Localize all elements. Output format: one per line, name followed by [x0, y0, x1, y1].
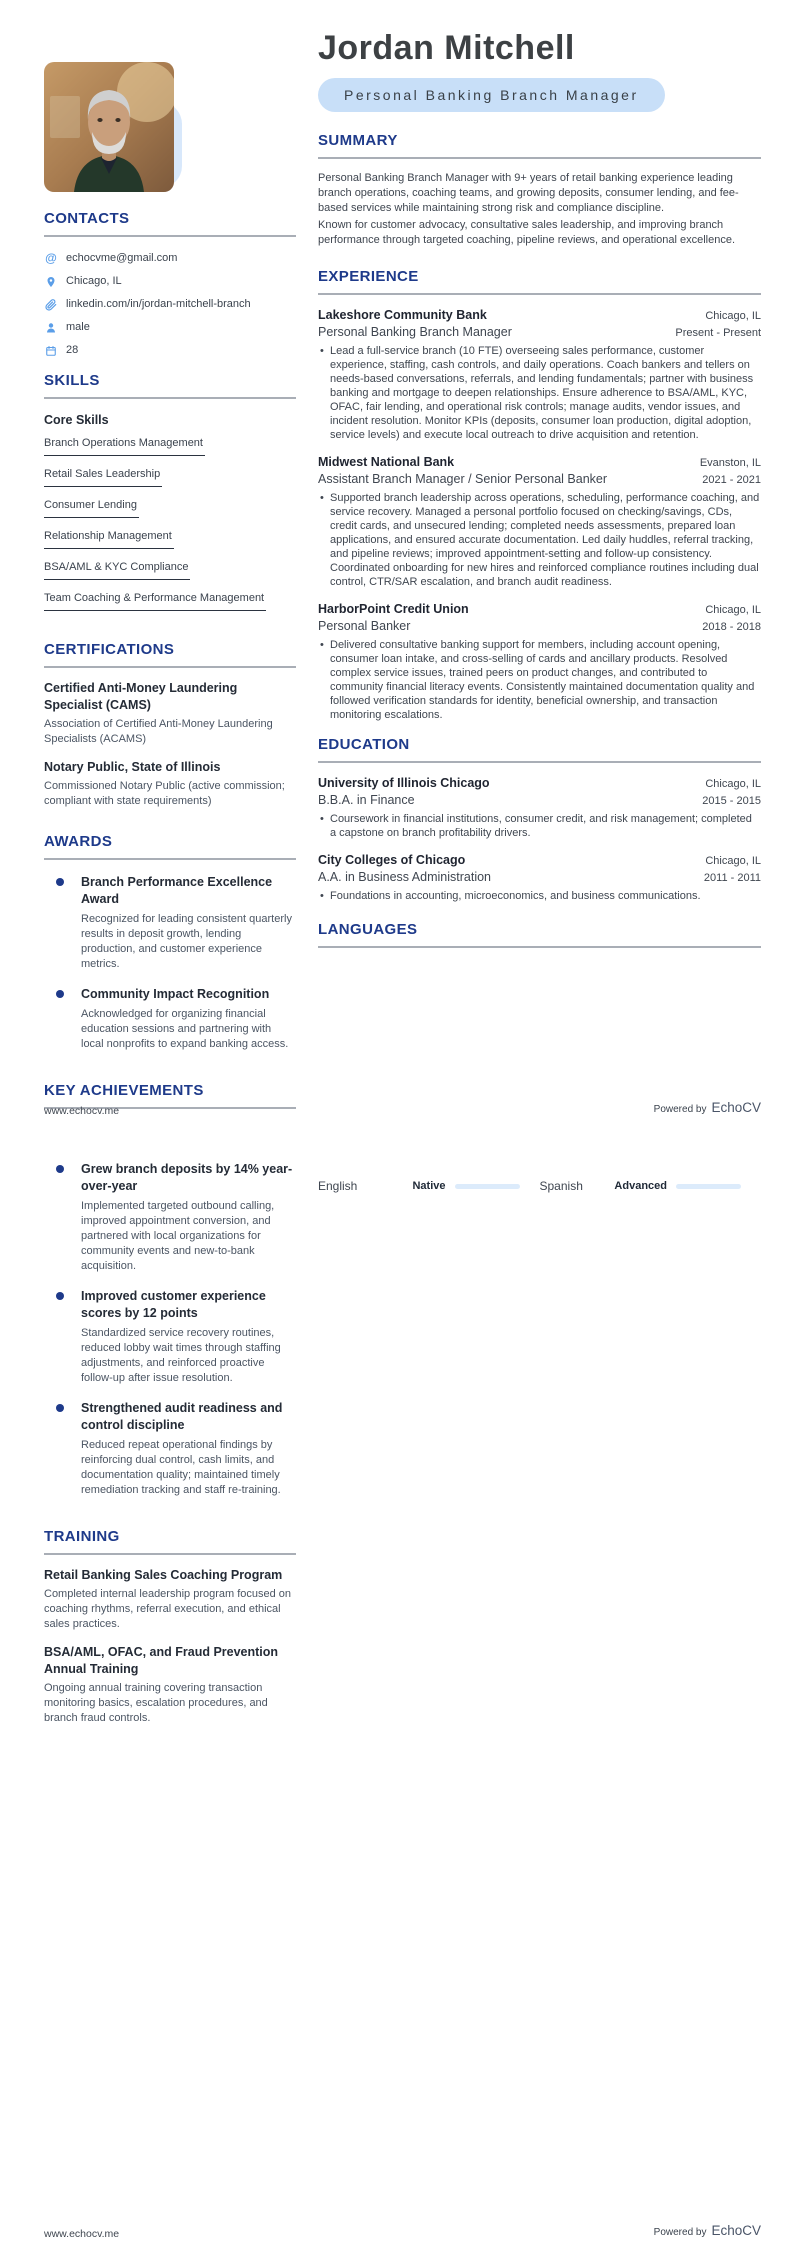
- contacts-heading: CONTACTS: [44, 210, 130, 227]
- certification-item: [44, 759, 296, 809]
- main-column: [318, 0, 761, 1109]
- footer-powered-label: Powered by: [653, 1104, 707, 1115]
- education-bullet: • Coursework in financial institutions, consumer credit, and risk management; completed a capstone on branch profitability drivers.: [318, 812, 761, 840]
- contact-location-text: Chicago, IL: [66, 275, 122, 287]
- bullet-dot-icon: [56, 878, 64, 886]
- education-school: City Colleges of Chicago: [318, 853, 466, 867]
- section-divider: [44, 858, 296, 860]
- skills-section: [44, 372, 296, 623]
- skills-group-label: Core Skills: [44, 413, 109, 427]
- calendar-icon: [44, 344, 58, 358]
- key-achievements-list: [44, 1161, 296, 1498]
- language-name: English: [318, 1179, 358, 1193]
- training-item: [44, 1644, 296, 1726]
- achievement-item: [44, 1400, 296, 1498]
- achievement-title: Improved customer experience scores by 12 points: [81, 1289, 266, 1320]
- job-title-badge: Personal Banking Branch Manager: [318, 78, 665, 112]
- languages-heading: LANGUAGES: [318, 921, 418, 938]
- education-degree: A.A. in Business Administration: [318, 870, 491, 884]
- certifications-section: [44, 641, 296, 809]
- bullet-dot-icon: [56, 1404, 64, 1412]
- training-section: [44, 1528, 296, 1726]
- contact-gender-text: male: [66, 321, 90, 333]
- footer-site-link[interactable]: www.echocv.me: [44, 2228, 120, 2240]
- experience-location: Evanston, IL: [699, 457, 761, 469]
- contacts-section: [44, 210, 296, 358]
- skill-list: [44, 437, 296, 623]
- experience-entry: [318, 307, 761, 442]
- experience-role: Personal Banking Branch Manager: [318, 325, 512, 339]
- certification-item: [44, 680, 296, 747]
- bullet-dot-icon: [56, 990, 64, 998]
- experience-bullets: [318, 491, 761, 589]
- languages-section-heading: [318, 921, 761, 948]
- section-divider: [44, 235, 296, 237]
- footer-brand-link[interactable]: EchoCV: [711, 2223, 761, 2238]
- experience-section: [318, 268, 761, 722]
- summary-paragraph: Personal Banking Branch Manager with 9+ years of retail banking experience leading branch operations, coaching teams, and growing deposits, consumer lending, and fee-based services while maintaining strong risk and compliance discipline.: [318, 172, 739, 214]
- experience-company: Midwest National Bank: [318, 455, 455, 469]
- contact-age: [44, 343, 296, 358]
- section-divider: [318, 293, 761, 295]
- bullet-dot-icon: [56, 1165, 64, 1173]
- key-achievements-heading: KEY ACHIEVEMENTS: [44, 1082, 204, 1099]
- skill-item: BSA/AML & KYC Compliance: [44, 561, 190, 580]
- skills-heading: SKILLS: [44, 372, 100, 389]
- section-divider: [318, 946, 761, 948]
- award-item: [44, 986, 296, 1052]
- skill-item: Consumer Lending: [44, 499, 139, 518]
- awards-heading: AWARDS: [44, 833, 113, 850]
- contact-email[interactable]: [44, 251, 296, 266]
- experience-company: HarborPoint Credit Union: [318, 602, 469, 616]
- language-level: Native: [412, 1180, 446, 1192]
- main-column: [318, 1123, 761, 1726]
- footer-brand-link[interactable]: EchoCV: [711, 1100, 761, 1115]
- education-entry: [318, 852, 761, 903]
- achievement-description: Implemented targeted outbound calling, improved appointment conversion, and partnered with local organizations for community events and new-to-bank acquisition.: [81, 1200, 275, 1272]
- experience-location: Chicago, IL: [705, 604, 761, 616]
- education-section: [318, 736, 761, 903]
- section-divider: [44, 1553, 296, 1555]
- skill-item: Team Coaching & Performance Management: [44, 592, 266, 611]
- contact-age-text: 28: [66, 344, 79, 356]
- summary-paragraph: Known for customer advocacy, consultative sales leadership, and improving branch performance through targeted coaching, pipeline reviews, and operational excellence.: [318, 219, 736, 246]
- section-divider: [44, 397, 296, 399]
- training-heading: TRAINING: [44, 1528, 120, 1545]
- resume-page-2: [0, 1123, 794, 2246]
- contact-linkedin[interactable]: [44, 297, 296, 312]
- achievement-item: [44, 1161, 296, 1274]
- sidebar: [44, 0, 296, 1109]
- education-dates: 2011 - 2011: [703, 872, 761, 884]
- skill-item: Branch Operations Management: [44, 437, 205, 456]
- section-divider: [318, 761, 761, 763]
- contact-linkedin-text: linkedin.com/in/jordan-mitchell-branch: [66, 298, 251, 310]
- experience-role: Personal Banker: [318, 619, 411, 633]
- contact-location: [44, 274, 296, 289]
- email-icon: @: [45, 251, 57, 265]
- certification-title: Certified Anti-Money Laundering Specialist (CAMS): [44, 681, 238, 712]
- experience-location: Chicago, IL: [705, 310, 761, 322]
- language-item: [540, 1179, 742, 1193]
- achievement-title: Grew branch deposits by 14% year-over-year: [81, 1162, 293, 1193]
- award-title: Community Impact Recognition: [81, 987, 270, 1001]
- education-degree: B.B.A. in Finance: [318, 793, 415, 807]
- training-description: Completed internal leadership program focused on coaching rhythms, referral execution, and ethical sales practices.: [44, 1588, 292, 1630]
- certifications-heading: CERTIFICATIONS: [44, 641, 175, 658]
- section-divider: [44, 666, 296, 668]
- language-name: Spanish: [539, 1179, 583, 1193]
- page-footer: [44, 2222, 761, 2240]
- language-proficiency-bar: [676, 1184, 741, 1189]
- training-title: BSA/AML, OFAC, and Fraud Prevention Annual Training: [44, 1645, 279, 1676]
- person-icon: [44, 321, 58, 335]
- experience-bullet: • Lead a full-service branch (10 FTE) overseeing sales performance, customer experience, staffing, cash controls, and daily operations. Coach bankers and tellers on needs-based conversations, referrals, and lending fundamentals; partner with business banking and mortgage to deepen relationships. Ensure adherence to BSA/AML, KYC, OFAC, fair lending, and operational risk controls; manage audits, vendor issues, and incident resolution. Monitor KPIs (deposits, consumer loan production, digital adoption, service levels) and execute local outreach to drive acquisition and retention.: [318, 344, 761, 442]
- awards-section: [44, 833, 296, 1052]
- award-title: Branch Performance Excellence Award: [81, 875, 273, 906]
- experience-company: Lakeshore Community Bank: [318, 308, 487, 322]
- footer-site-link[interactable]: www.echocv.me: [44, 1105, 120, 1117]
- award-description: Acknowledged for organizing financial education sessions and partnering with local nonprofits to expand banking access.: [81, 1008, 289, 1050]
- training-item: [44, 1567, 296, 1632]
- training-description: Ongoing annual training covering transaction monitoring basics, escalation procedures, and branch fraud controls.: [44, 1682, 268, 1724]
- footer-powered-label: Powered by: [653, 2227, 707, 2238]
- experience-role: Assistant Branch Manager / Senior Personal Banker: [318, 472, 608, 486]
- certification-description: Commissioned Notary Public (active commission; compliant with state requirements): [44, 780, 285, 807]
- language-level: Advanced: [614, 1180, 667, 1192]
- contact-list: [44, 251, 296, 358]
- location-icon: [44, 275, 58, 289]
- sidebar: [44, 1123, 296, 1726]
- skill-item: Relationship Management: [44, 530, 174, 549]
- training-title: Retail Banking Sales Coaching Program: [44, 1568, 283, 1582]
- link-icon: [44, 298, 58, 312]
- bullet-dot-icon: [56, 1292, 64, 1300]
- education-bullets: [318, 812, 761, 840]
- education-bullets: [318, 889, 761, 903]
- education-entry: [318, 775, 761, 840]
- achievement-item: [44, 1288, 296, 1386]
- section-divider: [318, 157, 761, 159]
- experience-bullets: [318, 344, 761, 442]
- education-school: University of Illinois Chicago: [318, 776, 490, 790]
- award-description: Recognized for leading consistent quarterly results in deposit growth, lending production, and customer experience metrics.: [81, 913, 292, 970]
- language-proficiency-bar: [455, 1184, 520, 1189]
- experience-entry: [318, 454, 761, 589]
- education-location: Chicago, IL: [705, 855, 761, 867]
- summary-section: [318, 132, 761, 248]
- footer-powered: [654, 2222, 761, 2240]
- achievement-description: Reduced repeat operational findings by reinforcing dual control, cash limits, and documentation quality; maintained timely remediation tracking and staff re-training.: [81, 1439, 281, 1496]
- experience-heading: EXPERIENCE: [318, 268, 419, 285]
- experience-entry: [318, 601, 761, 722]
- page-footer: [44, 1099, 761, 1117]
- education-heading: EDUCATION: [318, 736, 410, 753]
- achievement-title: Strengthened audit readiness and control discipline: [81, 1401, 283, 1432]
- experience-bullets: [318, 638, 761, 722]
- certification-title: Notary Public, State of Illinois: [44, 760, 221, 774]
- education-bullet: • Foundations in accounting, microeconomics, and business communications.: [318, 889, 761, 903]
- contact-gender: [44, 320, 296, 335]
- achievement-description: Standardized service recovery routines, reduced lobby wait times through staffing adjustments, and reinforced proactive follow-up after issue resolution.: [81, 1327, 281, 1384]
- language-item: [318, 1179, 520, 1193]
- award-item: [44, 874, 296, 972]
- languages-list: [318, 1179, 761, 1193]
- experience-dates: 2021 - 2021: [702, 474, 761, 486]
- education-dates: 2015 - 2015: [702, 795, 761, 807]
- education-location: Chicago, IL: [705, 778, 761, 790]
- experience-dates: Present - Present: [675, 327, 761, 339]
- portrait-image: [44, 62, 174, 192]
- footer-powered: [654, 1099, 761, 1117]
- skill-item: Retail Sales Leadership: [44, 468, 162, 487]
- summary-heading: SUMMARY: [318, 132, 398, 149]
- contact-email-text: echocvme@gmail.com: [66, 252, 178, 264]
- experience-bullet: • Delivered consultative banking support for members, including account opening, consumer loan intake, and cross-selling of cards and ancillary products. Resolved complex service issues, trained peers on product changes, and contributed to community financial literacy events. Consistently maintained documentation quality and followed verification standards for identity, beneficial ownership, and transaction monitoring escalations.: [318, 638, 761, 722]
- experience-dates: 2018 - 2018: [702, 621, 761, 633]
- experience-bullet: • Supported branch leadership across operations, scheduling, performance coaching, and service recovery. Managed a personal portfolio focused on checking/savings, CDs, credit cards, and unsecured lending; completed needs assessments, prepared loan applications, and ensured accurate documentation. Led daily huddles, referral tracking, and pipeline reviews; improved appointment-setting and follow-up consistency. Coordinated onboarding for new hires and reinforced compliance routines including dual control, CTR/SAR escalation, and branch audit readiness.: [318, 491, 761, 589]
- certification-description: Association of Certified Anti-Money Laundering Specialists (ACAMS): [44, 718, 273, 745]
- person-name: Jordan Mitchell: [318, 29, 575, 67]
- profile-photo: [44, 62, 174, 192]
